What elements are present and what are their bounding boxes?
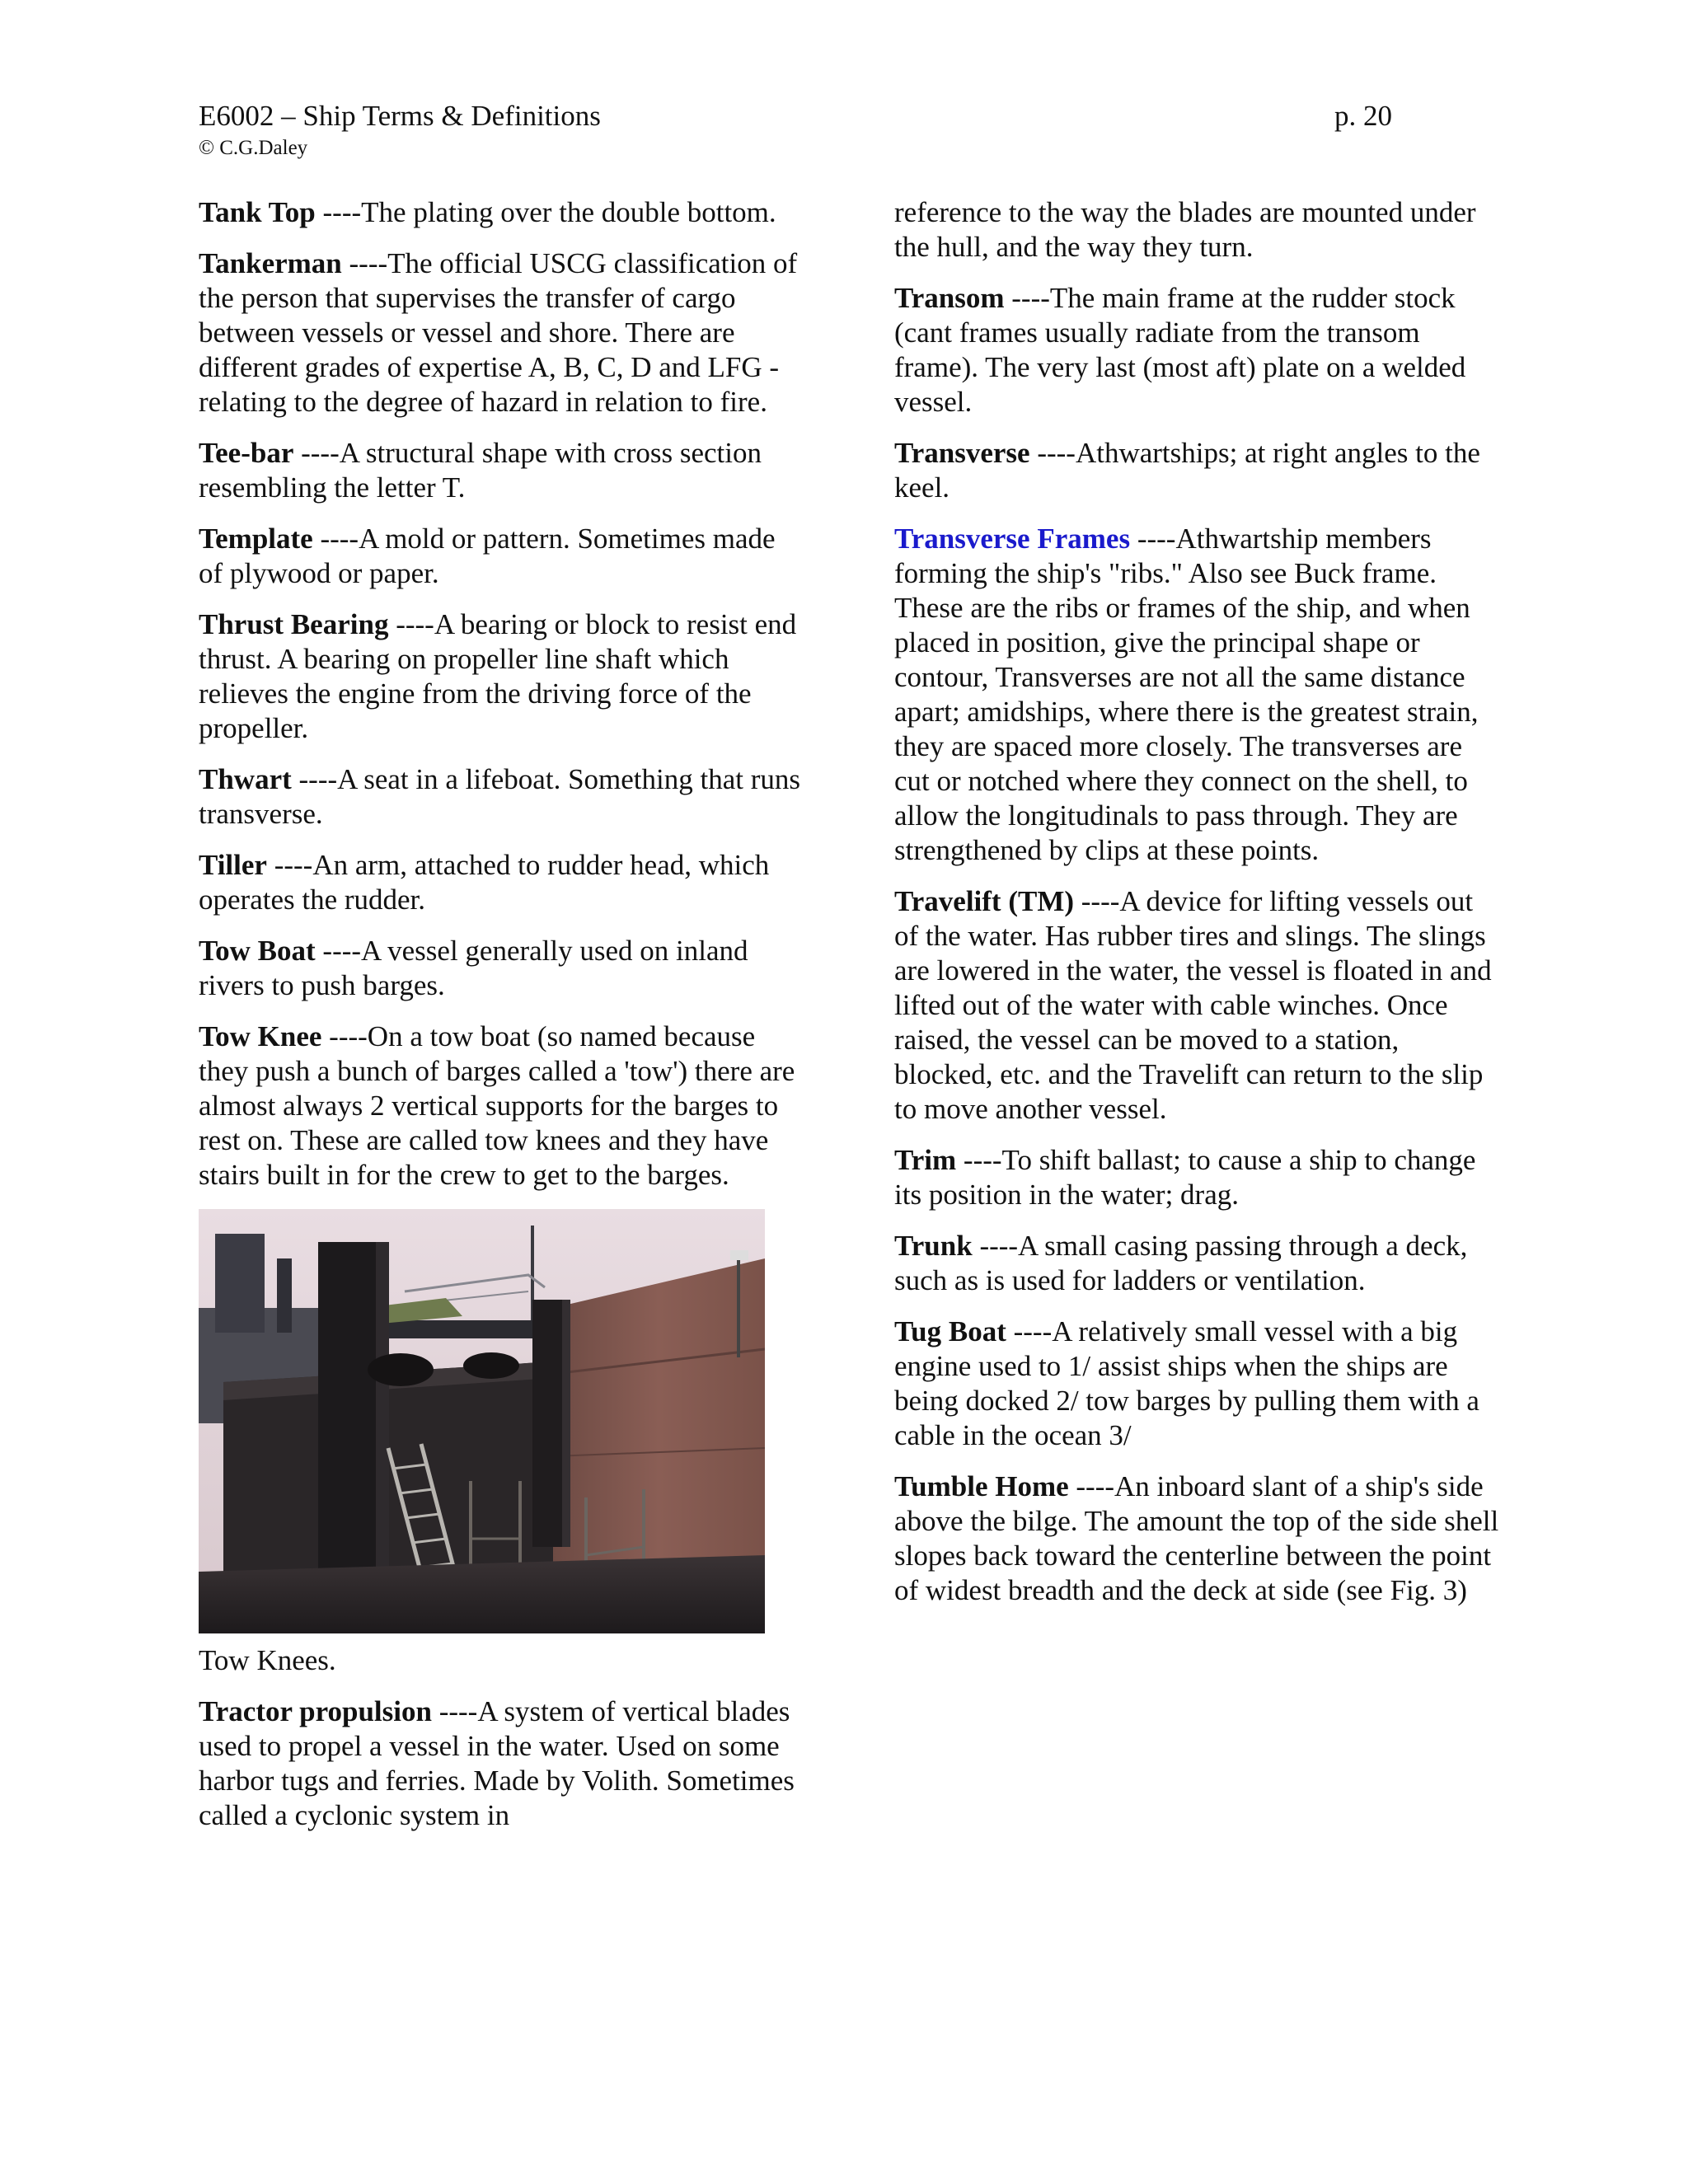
definition: ----A vessel generally used on inland rivers to push barges. <box>199 935 748 1001</box>
term: Tankerman <box>199 247 342 279</box>
definition: ----Athwartships; at right angles to the keel. <box>894 437 1480 504</box>
definition: ----The main frame at the rudder stock (cant frames usually radiate from the transom frame). The very last (most aft) plate on a welded vessel. <box>894 282 1466 418</box>
copyright-notice: © C.G.Daley <box>199 137 308 159</box>
glossary-entry-tow-knee <box>199 1019 804 1193</box>
definition: ----To shift ballast; to cause a ship to change its position in the water; drag. <box>894 1144 1476 1211</box>
glossary-entry-tank-top <box>199 195 804 230</box>
tow-knees-photo <box>199 1209 765 1633</box>
term: Template <box>199 523 313 555</box>
term: Tank Top <box>199 196 316 228</box>
term: Travelift (TM) <box>894 885 1075 917</box>
glossary-entry-tankerman <box>199 246 804 419</box>
term: Tiller <box>199 849 267 881</box>
term: Transom <box>894 282 1005 314</box>
glossary-entry-trunk <box>894 1229 1500 1298</box>
definition: ----An arm, attached to rudder head, which operates the rudder. <box>199 849 770 916</box>
definition: ----On a tow boat (so named because they push a bunch of barges called a 'tow') there are almost always 2 vertical supports for the barges to rest on. These are called tow knees and they have stairs built in for the crew to get to the barges. <box>199 1020 795 1191</box>
term: Tee-bar <box>199 437 294 469</box>
definition: ----The plating over the double bottom. <box>315 196 776 228</box>
term: Thwart <box>199 763 292 795</box>
glossary-entry-tee-bar <box>199 436 804 505</box>
document-title: E6002 – Ship Terms & Definitions <box>199 100 601 132</box>
page-header <box>199 97 1392 171</box>
definition: ----A small casing passing through a deck, such as is used for ladders or ventilation. <box>894 1230 1468 1296</box>
glossary-entry-tug-boat <box>894 1315 1500 1453</box>
glossary-entry-transverse-frames <box>894 522 1500 868</box>
definition: ----A device for lifting vessels out of the water. Has rubber tires and slings. The slings are lowered in the water, the vessel is floated in and lifted out of the water with cable winches. Once raised, the vessel can be moved to a station, blocked, etc. and the Travelift can return to the slip to move another vessel. <box>894 885 1492 1125</box>
definition: ----The official USCG classification of the person that supervises the transfer of cargo between vessels or vessel and shore. There are different grades of expertise A, B, C, D and LFG - relating to the degree of hazard in relation to fire. <box>199 247 798 418</box>
glossary-entry-transom <box>894 281 1500 419</box>
left-column <box>199 195 804 1849</box>
definition: ----A bearing or block to resist end thrust. A bearing on propeller line shaft which relieves the engine from the driving force of the propeller. <box>199 608 797 744</box>
term: Tow Boat <box>199 935 316 967</box>
definition: ----Athwartship members forming the ship's "ribs." Also see Buck frame. These are the ribs or frames of the ship, and when placed in position, give the principal shape or contour, Transverses are not all the same distance apart; amidships, where there is the greatest strain, they are spaced more closely. The transverses are cut or notched where they connect on the shell, to allow the longitudinals to pass through. They are strengthened by clips at these points. <box>894 523 1479 866</box>
glossary-entry-thwart <box>199 762 804 832</box>
glossary-entry-tow-boat <box>199 934 804 1003</box>
term: Thrust Bearing <box>199 608 389 640</box>
glossary-entry-tumble-home <box>894 1469 1500 1608</box>
term: Tumble Home <box>894 1470 1069 1502</box>
term: Transverse <box>894 437 1030 469</box>
glossary-entry-travelift <box>894 884 1500 1127</box>
glossary-entry-tiller <box>199 848 804 917</box>
term: Tow Knee <box>199 1020 322 1052</box>
definition: ----A mold or pattern. Sometimes made of plywood or paper. <box>199 523 776 589</box>
glossary-entry-thrust-bearing <box>199 607 804 746</box>
figure-caption: Tow Knees. <box>199 1644 336 1676</box>
definition: ----A seat in a lifeboat. Something that runs transverse. <box>199 763 800 830</box>
term: Tractor propulsion <box>199 1695 432 1727</box>
definition: ----A system of vertical blades used to propel a vessel in the water. Used on some harbor tugs and ferries. Made by Volith. Sometimes called a cyclonic system in <box>199 1695 795 1831</box>
term: Trim <box>894 1144 957 1176</box>
term-link[interactable]: Transverse Frames <box>894 523 1131 555</box>
glossary-entry-transverse <box>894 436 1500 505</box>
right-column <box>894 195 1500 1624</box>
definition: ----A structural shape with cross section resembling the letter T. <box>199 437 762 504</box>
term: Trunk <box>894 1230 973 1262</box>
tow-knees-figure <box>199 1209 765 1633</box>
continued-definition: reference to the way the blades are mounted under the hull, and the way they turn. <box>894 196 1476 263</box>
definition: ----An inboard slant of a ship's side above the bilge. The amount the top of the side shell slopes back toward the centerline between the point of widest breadth and the deck at side (see Fig. 3) <box>894 1470 1499 1606</box>
page-number: p. 20 <box>1334 100 1392 132</box>
glossary-entry-template <box>199 522 804 591</box>
glossary-entry-tractor-propulsion <box>199 1694 804 1833</box>
glossary-entry-trim <box>894 1143 1500 1212</box>
term: Tug Boat <box>894 1315 1006 1347</box>
definition: ----A relatively small vessel with a big engine used to 1/ assist ships when the ships are being docked 2/ tow barges by pulling them with a cable in the ocean 3/ <box>894 1315 1479 1451</box>
